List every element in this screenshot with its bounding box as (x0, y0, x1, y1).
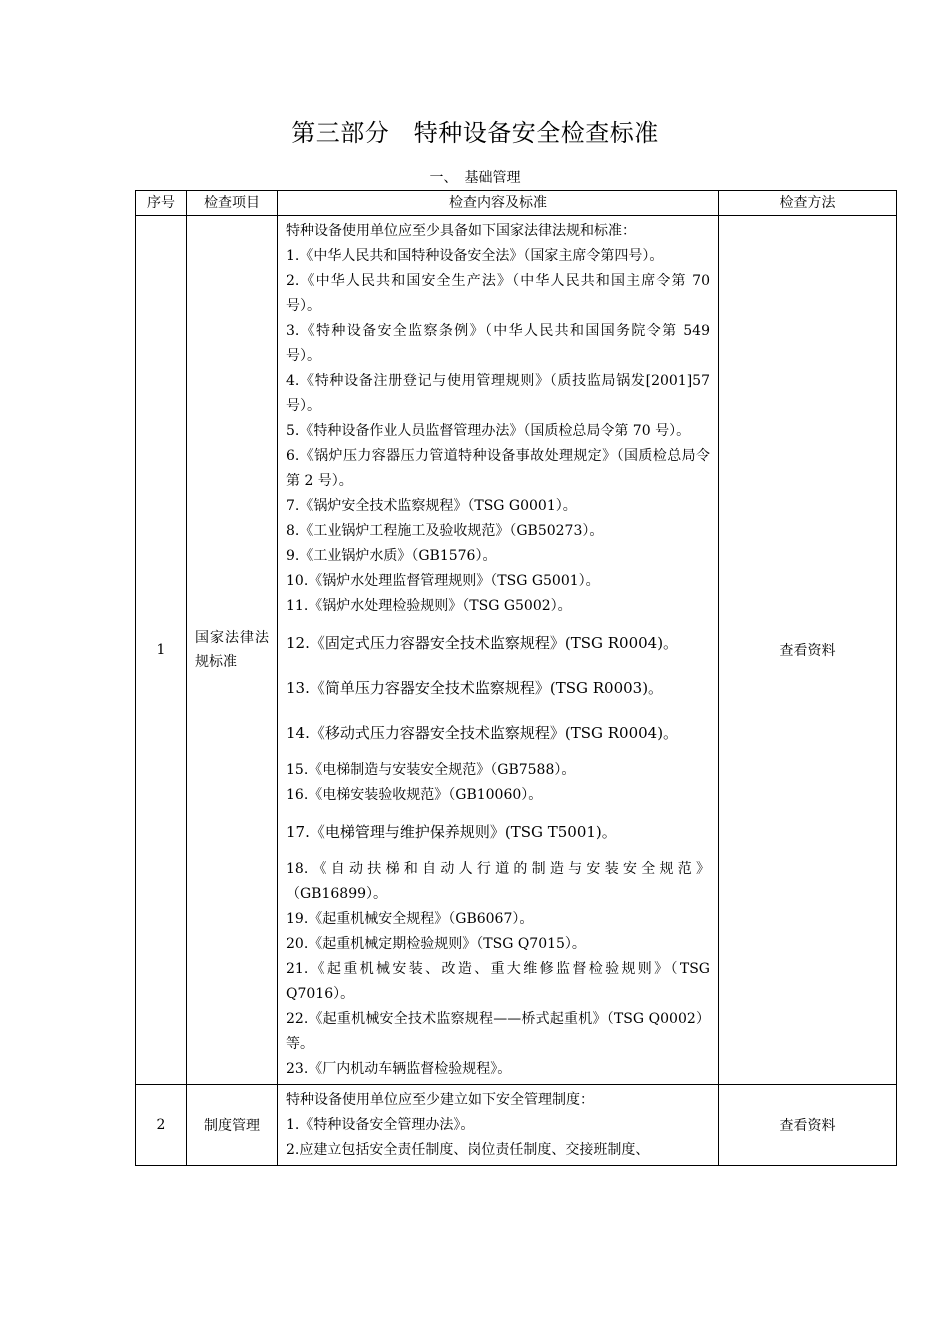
content-line: 17.《电梯管理与维护保养规则》(TSG T5001)。 (286, 823, 617, 841)
table-row (136, 1085, 897, 1166)
content-line: 12.《固定式压力容器安全技术监察规程》(TSG R0004)。 (286, 634, 679, 652)
content-line: 16.《电梯安装验收规范》（GB10060）。 (286, 787, 543, 803)
content-line: 19.《起重机械安全规程》（GB6067）。 (286, 911, 534, 927)
content-line: 23.《厂内机动车辆监督检验规程》。 (286, 1061, 512, 1077)
content-line: 2.《中华人民共和国安全生产法》（中华人民共和国主席令第 70 号）。 (286, 273, 710, 314)
content-line: 21.《起重机械安装、改造、重大维修监督检验规则》（TSG Q7016）。 (286, 961, 710, 1002)
content-line: 18.《自动扶梯和自动人行道的制造与安装安全规范》（GB16899）。 (286, 861, 710, 902)
content-line: 1.《中华人民共和国特种设备安全法》（国家主席令第四号）。 (286, 248, 664, 264)
row-method: 查看资料 (719, 216, 897, 1085)
content-line: 3.《特种设备安全监察条例》（中华人民共和国国务院令第 549 号）。 (286, 323, 710, 364)
content-line: 4.《特种设备注册登记与使用管理规则》（质技监局锅发[2001]57 号）。 (286, 373, 710, 414)
content-line: 特种设备使用单位应至少具备如下国家法律法规和标准： (286, 223, 636, 239)
header-item: 检查项目 (187, 191, 278, 216)
content-line: 13.《简单压力容器安全技术监察规程》(TSG R0003)。 (286, 679, 664, 697)
section-heading: 一、 基础管理 (429, 170, 521, 186)
content-line: 11.《锅炉水处理检验规则》（TSG G5002）。 (286, 598, 572, 614)
content-line: 7.《锅炉安全技术监察规程》（TSG G0001）。 (286, 498, 577, 514)
content-line: 8.《工业锅炉工程施工及验收规范》（GB50273）。 (286, 523, 604, 539)
content-line: 1.《特种设备安全管理办法》。 (286, 1117, 475, 1133)
row-item: 制度管理 (187, 1085, 278, 1166)
row-content (278, 1085, 719, 1166)
row-no: 1 (136, 216, 187, 1085)
inspection-standard-table (135, 190, 897, 1166)
table-row (136, 216, 897, 1085)
content-line: 10.《锅炉水处理监督管理规则》（TSG G5001）。 (286, 573, 600, 589)
row-content (278, 216, 719, 1085)
header-no: 序号 (136, 191, 187, 216)
content-line: 2.应建立包括安全责任制度、岗位责任制度、交接班制度、 (286, 1142, 650, 1158)
header-content: 检查内容及标准 (278, 191, 719, 216)
content-line: 22.《起重机械安全技术监察规程——桥式起重机》（TSG Q0002）等。 (286, 1011, 710, 1052)
page-title: 第三部分 特种设备安全检查标准 (291, 119, 659, 147)
row-item: 国家法律法规标准 (187, 216, 278, 1085)
content-line: 15.《电梯制造与安装安全规范》（GB7588）。 (286, 762, 576, 778)
table-header-row (136, 191, 897, 216)
content-line: 20.《起重机械定期检验规则》（TSG Q7015）。 (286, 936, 586, 952)
content-line: 9.《工业锅炉水质》（GB1576）。 (286, 548, 497, 564)
content-line: 特种设备使用单位应至少建立如下安全管理制度： (286, 1092, 594, 1108)
row-no: 2 (136, 1085, 187, 1166)
content-line: 14.《移动式压力容器安全技术监察规程》(TSG R0004)。 (286, 724, 679, 742)
row-method: 查看资料 (719, 1085, 897, 1166)
content-line: 5.《特种设备作业人员监督管理办法》（国质检总局令第 70 号）。 (286, 423, 691, 439)
content-line: 6.《锅炉压力容器压力管道特种设备事故处理规定》（国质检总局令第 2 号）。 (286, 448, 710, 489)
header-method: 检查方法 (719, 191, 897, 216)
